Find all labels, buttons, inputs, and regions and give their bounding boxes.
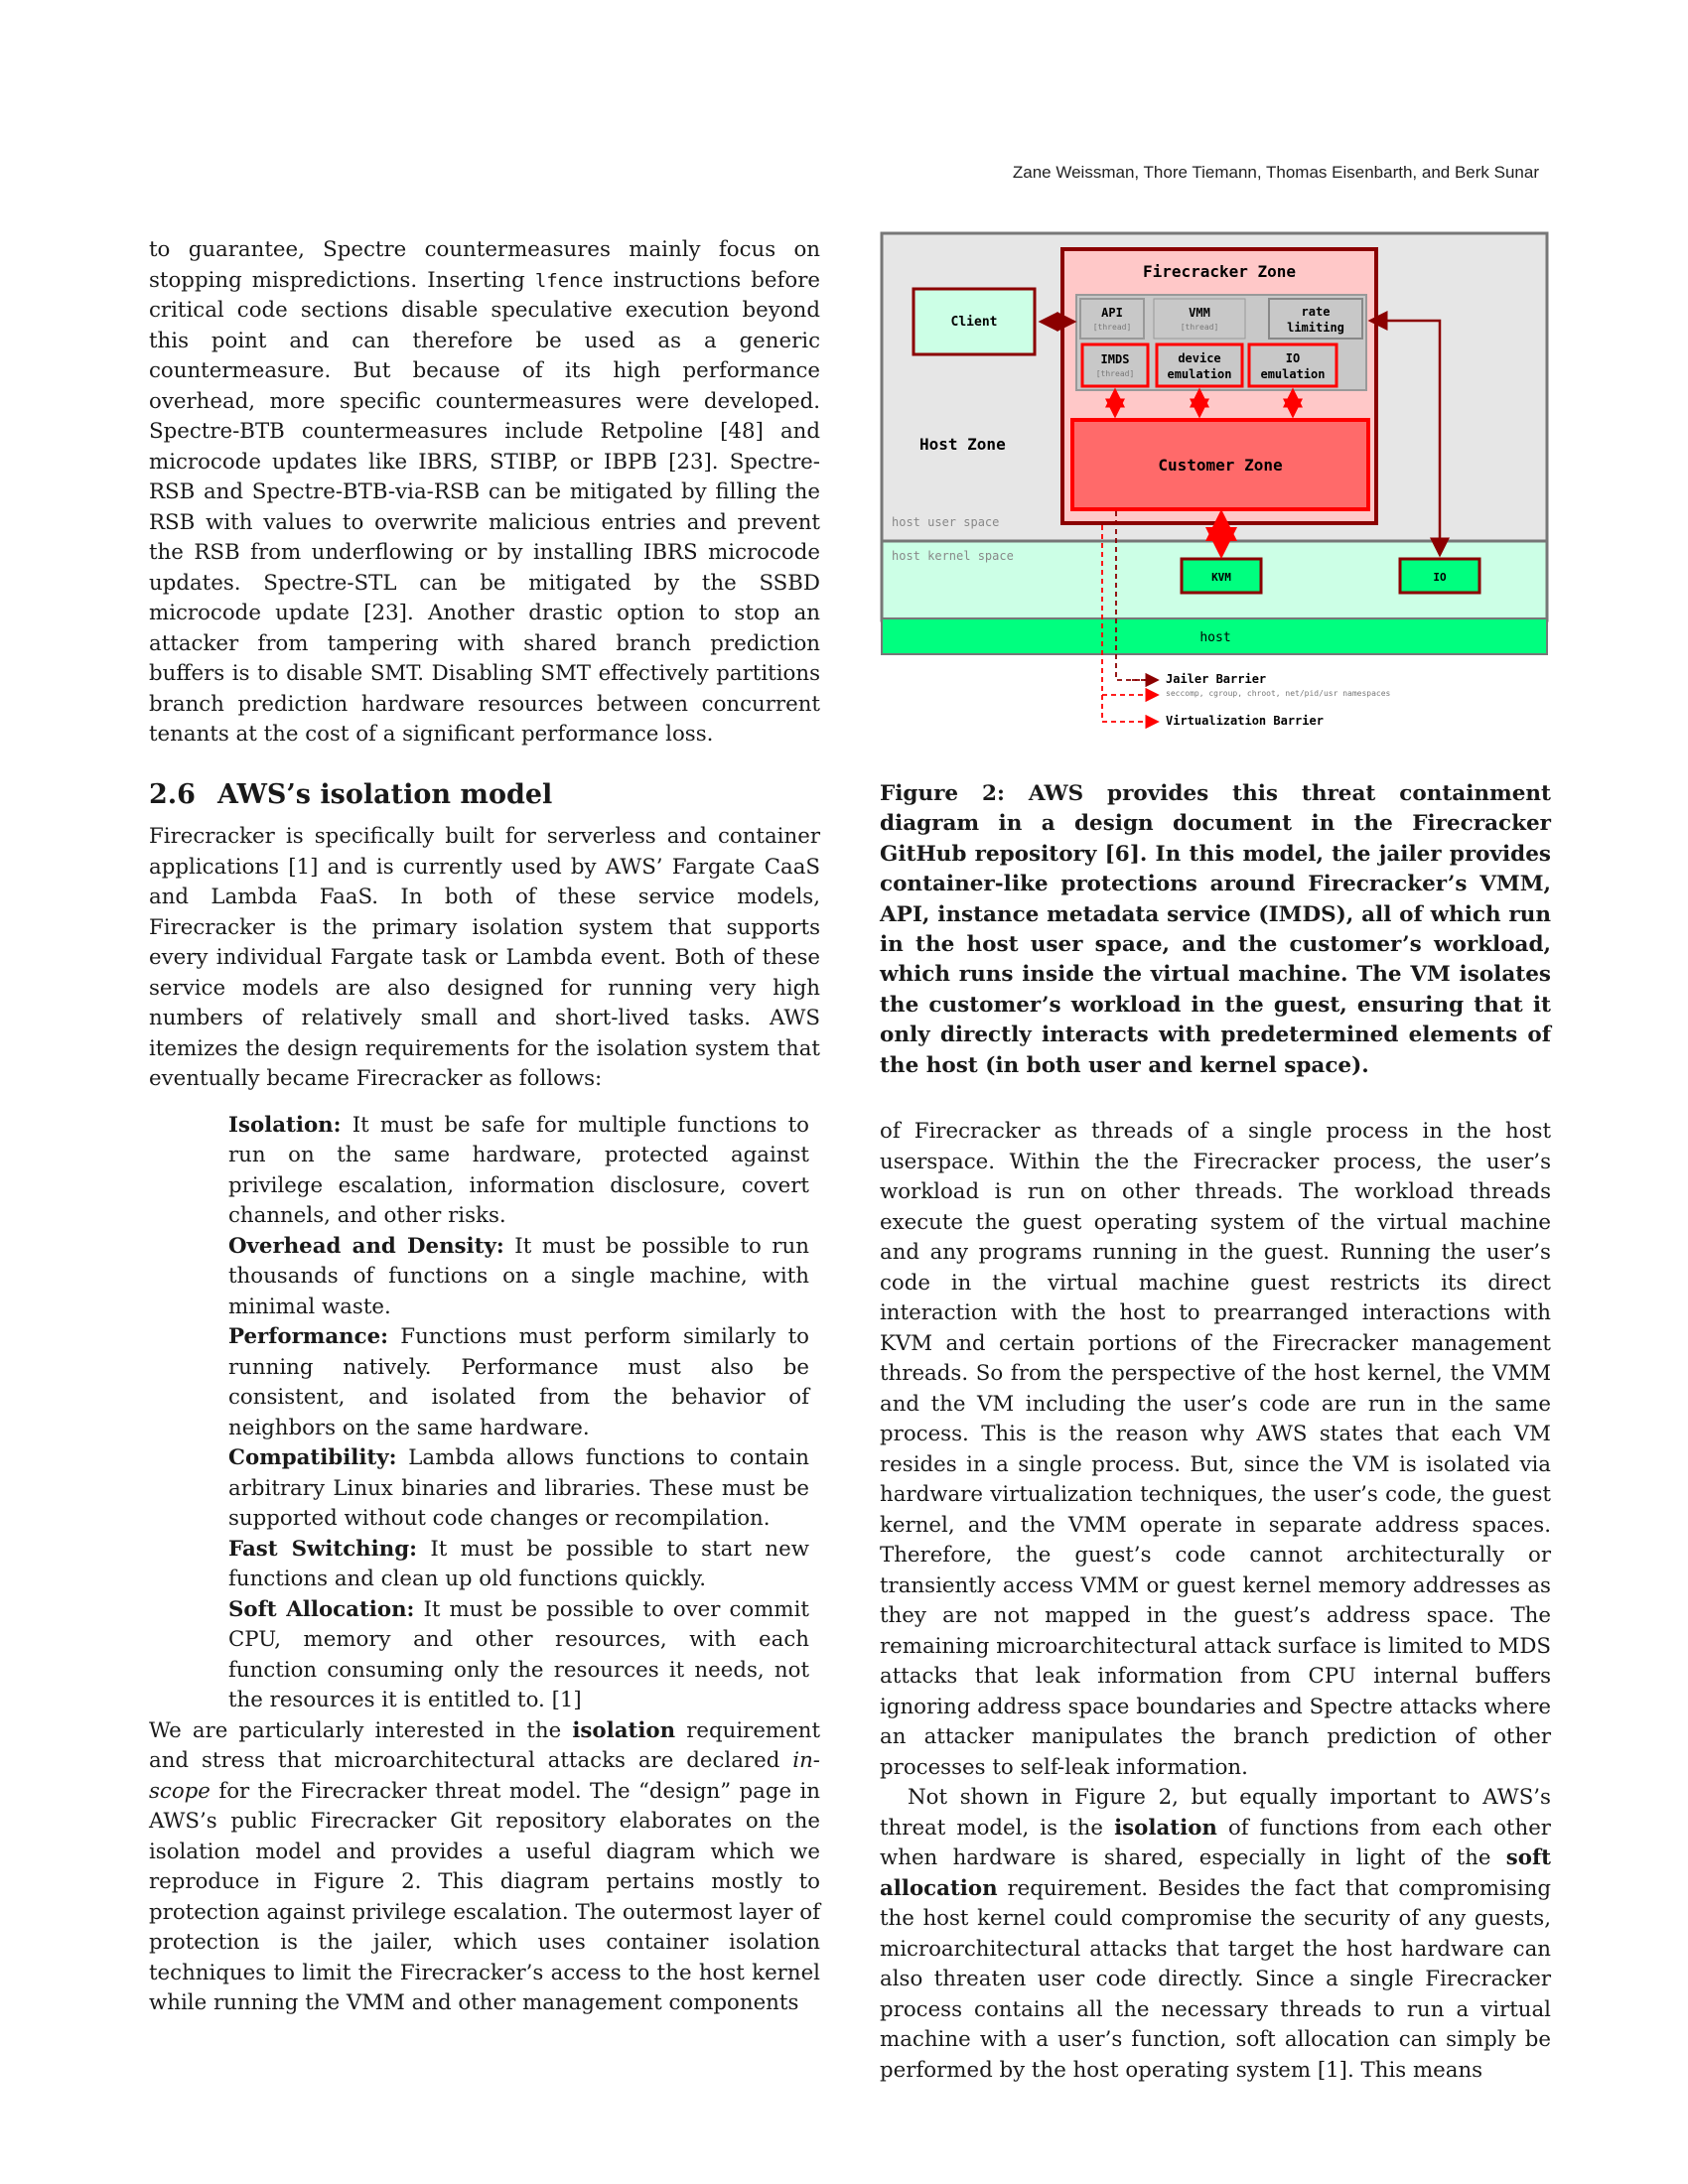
svg-text:API: API [1101, 306, 1123, 320]
svg-text:[thread]: [thread] [1092, 323, 1132, 332]
svg-text:emulation: emulation [1260, 367, 1326, 381]
svg-text:emulation: emulation [1167, 367, 1232, 381]
lfence-code: lfence [534, 269, 604, 292]
jailer-barrier-label: Jailer Barrier [1166, 672, 1267, 686]
client-label: Client [950, 315, 998, 330]
figure-caption: Figure 2: AWS provides this threat containment diagram in a design document in the Firecracker GitHub repository [6]. In this model, the jailer provides container-like protections around Firecracker’s VMM, API, instance metadata service (IMDS), all of which run in the host user space, and the customer’s workload, which runs inside the virtual machine. The VM isolates the customer’s workload in the guest, ensuring that it only directly interacts with predetermined elements of the host (in both user and kernel space). [880, 781, 1551, 1078]
svg-text:rate: rate [1301, 305, 1331, 319]
right-paragraph-2: Not shown in Figure 2, but equally important to AWS’s threat model, is the isolation of functions from each other when hardware is shared, especially in light of the soft allocation requirement. Besides the fact that compromising the host kernel could compromise the security of any guests, microarchitectural attacks that target the host hardware can also threaten user code directly. Since a single Firecracker process contains all the necessary threads to run a virtual machine with a user’s function, soft allocation can simply be performed by the host operating system [1]. This means [880, 1785, 1551, 2083]
svg-text:VMM: VMM [1189, 306, 1210, 320]
requirements-list [228, 1111, 809, 1716]
requirement-fast-switching: Fast Switching: It must be possible to start new functions and clean up old functions quickly. [228, 1536, 809, 1591]
section-heading: 2.6 AWS’s isolation model [149, 778, 553, 810]
intro-paragraph: to guarantee, Spectre countermeasures mainly focus on stopping mispredictions. Inserting lfence instructions before critical code sections disable speculative execution beyond this point and can therefore be used as a generic countermeasure. But because of its high performance overhead, more specific countermeasures were developed. Spectre-BTB countermeasures include Retpoline [48] and microcode updates like IBRS, STIBP, or IBPB [23]. Spectre-RSB and Spectre-BTB-via-RSB can be mitigated by filling the RSB with values to overwrite malicious entries and prevent the RSB from underflowing or by installing IBRS microcode updates. Spectre-STL can be mitigated by the SSBD microcode update [23]. Another drastic option to stop an attacker from tampering with shared branch prediction buffers is to disable SMT. Disabling SMT effectively partitions branch prediction hardware resources between concurrent tenants at the cost of a significant performance loss. [149, 237, 820, 747]
requirement-compatibility: Compatibility: Lambda allows functions to contain arbitrary Linux binaries and libraries. These must be supported without code changes or recompilation. [228, 1445, 809, 1531]
svg-text:IO: IO [1285, 351, 1301, 365]
kvm-label: KVM [1211, 571, 1231, 584]
virtualization-barrier-label: Virtualization Barrier [1166, 714, 1324, 728]
left-column [149, 235, 820, 2019]
requirement-soft-allocation: Soft Allocation: It must be possible to over commit CPU, memory and other resources, with each function consuming only the resources it needs, not the resources it is entitled to. [1] [228, 1596, 809, 1712]
firecracker-zone-label: Firecracker Zone [1142, 262, 1297, 281]
host-zone-label: Host Zone [919, 435, 1006, 454]
host-kernel-space-label: host kernel space [892, 549, 1014, 563]
host-user-space-label: host user space [892, 515, 1000, 529]
svg-text:[thread]: [thread] [1180, 323, 1219, 332]
svg-text:device: device [1178, 351, 1221, 365]
svg-text:limiting: limiting [1287, 321, 1344, 335]
jailer-barrier-detail: seccomp, cgroup, chroot, net/pid/usr namespaces [1166, 689, 1391, 698]
right-column [880, 1117, 1551, 2086]
io-label: IO [1433, 571, 1447, 584]
isolation-paragraph: Firecracker is specifically built for serverless and container applications [1] and is currently used by AWS’ Fargate CaaS and Lambda FaaS. In both of these service models, Firecracker is the primary isolation system that supports every individual Fargate task or Lambda event. Both of these service models are also designed for running very high numbers of relatively small and short-lived tasks. AWS itemizes the design requirements for the isolation system that eventually became Firecracker as follows: [149, 824, 820, 1091]
requirement-isolation: Isolation: It must be safe for multiple functions to run on the same hardware, protected against privilege escalation, information disclosure, covert channels, and other risks. [228, 1112, 809, 1228]
customer-zone-label: Customer Zone [1158, 456, 1283, 475]
svg-text:[thread]: [thread] [1095, 369, 1135, 378]
requirement-overhead: Overhead and Density: It must be possible to run thousands of functions on a single machine, with minimal waste. [228, 1233, 809, 1319]
right-paragraph-1: of Firecracker as threads of a single process in the host userspace. Within the the Firecracker process, the user’s workload is run on other threads. The workload threads execute the guest operating system of the virtual machine and any programs running in the guest. Running the user’s code in the virtual machine guest restricts its direct interaction with the host to prearranged interactions with KVM and certain portions of the Firecracker management threads. So from the perspective of the host kernel, the VMM and the VM including the user’s code are run in the same process. This is the reason why AWS states that each VM resides in a single process. But, since the VM is isolated via hardware virtualization techniques, the user’s code, the guest kernel, and the VMM operate in separate address spaces. Therefore, the guest’s code cannot architecturally or transiently access VMM or guest kernel memory addresses as they are not mapped in the guest’s address space. The remaining microarchitectural attack surface is limited to MDS attacks that leak information from CPU internal buffers ignoring address space boundaries and Spectre attacks where an attacker manipulates the branch prediction of other processes to self-leak information. [880, 1119, 1551, 1780]
running-header: Zane Weissman, Thore Tiemann, Thomas Eisenbarth, and Berk Sunar [1012, 163, 1539, 182]
interest-paragraph: We are particularly interested in the isolation requirement and stress that microarchitectural attacks are declared in-scope for the Firecracker threat model. The “design” page in AWS’s public Firecracker Git repository elaborates on the isolation model and provides a useful diagram which we reproduce in Figure 2. This diagram pertains mostly to protection against privilege escalation. The outermost layer of protection is the jailer, which uses container isolation techniques to limit the Firecracker’s access to the host kernel while running the VMM and other management components [149, 1717, 820, 2015]
firecracker-diagram [880, 231, 1551, 748]
svg-text:IMDS: IMDS [1100, 352, 1130, 366]
host-label: host [1199, 630, 1231, 645]
requirement-performance: Performance: Functions must perform similarly to running natively. Performance must also be consistent, and isolated from the behavior of neighbors on the same hardware. [228, 1324, 809, 1440]
